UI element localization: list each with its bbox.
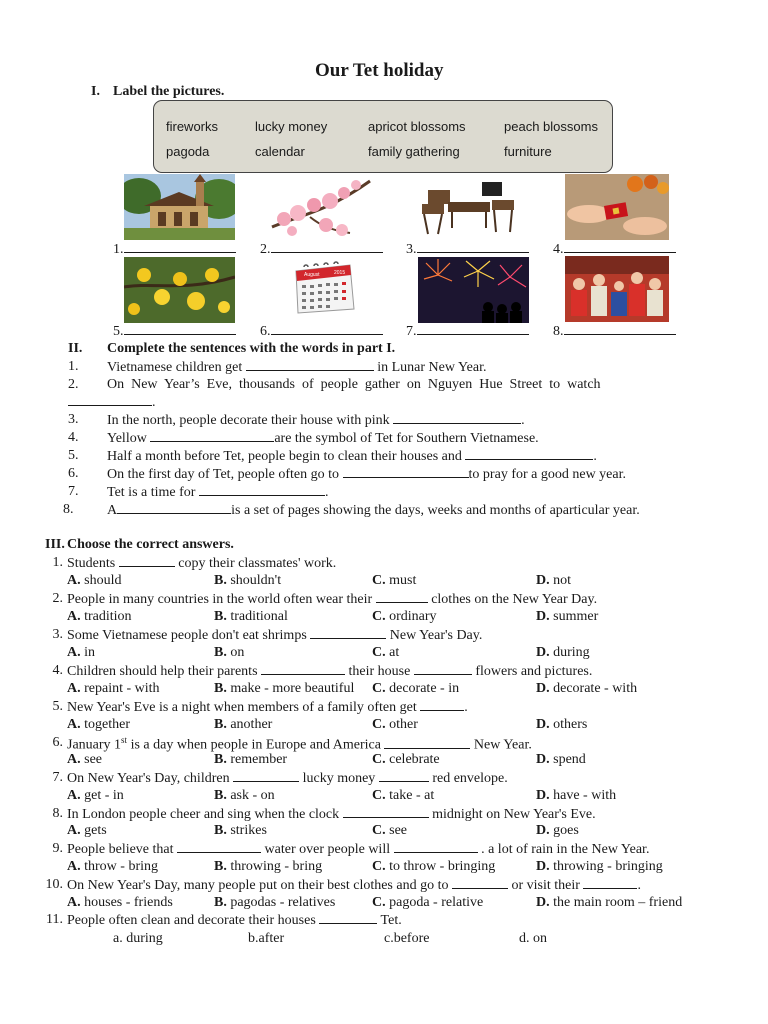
part3-roman: III. bbox=[45, 537, 65, 552]
q8-stem: In London people cheer and sing when the clock midnight on New Year's Eve. bbox=[67, 807, 596, 822]
calendar-year: 2015 bbox=[334, 270, 346, 276]
part2-roman: II. bbox=[68, 341, 83, 356]
word-lucky-money: lucky money bbox=[255, 119, 328, 134]
q10-stem: On New Year's Day, many people put on their best clothes and go to or visit their . bbox=[67, 878, 641, 893]
p2-num-4: 4. bbox=[68, 430, 79, 445]
p2-num-3: 3. bbox=[68, 412, 79, 427]
p2-sentence-7: Tet is a time for . bbox=[107, 485, 329, 500]
label-2[interactable]: 2. bbox=[260, 241, 383, 258]
p2-sentence-5: Half a month before Tet, people begin to clean their houses and . bbox=[107, 449, 597, 464]
word-family-gathering: family gathering bbox=[368, 144, 460, 159]
label-6[interactable]: 6. bbox=[260, 323, 383, 340]
q1-option-b[interactable]: B. shouldn't bbox=[214, 573, 282, 588]
q5-option-b[interactable]: B. another bbox=[214, 717, 273, 732]
q1-option-d[interactable]: D. not bbox=[536, 573, 572, 588]
q10-blank-1[interactable] bbox=[452, 877, 508, 889]
word-apricot-blossoms: apricot blossoms bbox=[368, 119, 466, 134]
q10-blank-2[interactable] bbox=[583, 877, 637, 889]
q11-option-c[interactable]: c.before bbox=[384, 931, 430, 946]
part1-roman: I. bbox=[91, 84, 100, 99]
p2-num-1: 1. bbox=[68, 359, 79, 374]
q7-blank-2[interactable] bbox=[379, 770, 429, 782]
family-gathering-picture bbox=[565, 256, 669, 322]
q11-option-b[interactable]: b.after bbox=[248, 931, 285, 946]
q9-option-b[interactable]: B. throwing - bring bbox=[214, 859, 323, 874]
q4-option-a[interactable]: A. repaint - with bbox=[67, 681, 160, 696]
label-8[interactable]: 8. bbox=[553, 323, 676, 340]
label-1[interactable]: 1. bbox=[113, 241, 236, 258]
q5-option-a[interactable]: A. together bbox=[67, 717, 130, 732]
q10-option-a[interactable]: A. houses - friends bbox=[67, 895, 173, 910]
q2-option-d[interactable]: D. summer bbox=[536, 609, 599, 624]
q2-blank[interactable] bbox=[376, 591, 428, 603]
q6-option-c[interactable]: C. celebrate bbox=[372, 752, 440, 767]
q6-number: 6. bbox=[52, 735, 63, 750]
p2-blank-3[interactable] bbox=[393, 412, 521, 424]
q4-option-c[interactable]: C. decorate - in bbox=[372, 681, 460, 696]
q7-stem: On New Year's Day, children lucky money red envelope. bbox=[67, 771, 508, 786]
p2-sentence-3: In the north, people decorate their house with pink . bbox=[107, 413, 525, 428]
q2-option-a[interactable]: A. tradition bbox=[67, 609, 132, 624]
q11-number: 11. bbox=[46, 912, 63, 927]
p2-num-2: 2. bbox=[68, 377, 79, 392]
q8-option-c[interactable]: C. see bbox=[372, 823, 408, 838]
q3-number: 3. bbox=[52, 627, 63, 642]
q9-option-a[interactable]: A. throw - bring bbox=[67, 859, 159, 874]
q10-option-b[interactable]: B. pagodas - relatives bbox=[214, 895, 336, 910]
q2-stem: People in many countries in the world often wear their clothes on the New Year Day. bbox=[67, 592, 598, 607]
q3-stem: Some Vietnamese people don't eat shrimps New Year's Day. bbox=[67, 628, 483, 643]
q8-option-b[interactable]: B. strikes bbox=[214, 823, 267, 838]
q8-option-a[interactable]: A. gets bbox=[67, 823, 107, 838]
p2-num-7: 7. bbox=[68, 484, 79, 499]
q6-blank[interactable] bbox=[384, 737, 470, 749]
q3-option-b[interactable]: B. on bbox=[214, 645, 245, 660]
p2-sentence-1: Vietnamese children get in Lunar New Year. bbox=[107, 360, 487, 375]
word-calendar: calendar bbox=[255, 144, 305, 159]
q5-option-c[interactable]: C. other bbox=[372, 717, 418, 732]
p2-blank-4[interactable] bbox=[150, 430, 274, 442]
part1-heading: Label the pictures. bbox=[113, 84, 225, 99]
q7-number: 7. bbox=[52, 770, 63, 785]
q9-blank-2[interactable] bbox=[394, 841, 478, 853]
p2-sentence-2: On New Year’s Eve, thousands of people gather on Nguyen Hue Street to watch bbox=[107, 377, 601, 392]
p2-sentence-2-cont: . bbox=[68, 394, 156, 411]
word-peach-blossoms: peach blossoms bbox=[504, 119, 598, 134]
lucky-money-picture bbox=[565, 174, 669, 240]
q10-option-d[interactable]: D. the main room – friend bbox=[536, 895, 683, 910]
q4-option-d[interactable]: D. decorate - with bbox=[536, 681, 638, 696]
q2-option-c[interactable]: C. ordinary bbox=[372, 609, 437, 624]
q9-blank-1[interactable] bbox=[177, 841, 261, 853]
word-pagoda: pagoda bbox=[166, 144, 210, 159]
apricot-blossom-picture bbox=[124, 257, 235, 323]
pagoda-picture bbox=[124, 174, 235, 240]
q5-option-d[interactable]: D. others bbox=[536, 717, 588, 732]
p2-blank-6[interactable] bbox=[343, 466, 469, 478]
q4-stem: Children should help their parents their house flowers and pictures. bbox=[67, 664, 593, 679]
q9-option-c[interactable]: C. to throw - bringing bbox=[372, 859, 496, 874]
q7-blank-1[interactable] bbox=[233, 770, 299, 782]
label-3[interactable]: 3. bbox=[406, 241, 529, 258]
q3-blank[interactable] bbox=[310, 627, 386, 639]
q6-option-b[interactable]: B. remember bbox=[214, 752, 288, 767]
p2-num-6: 6. bbox=[68, 466, 79, 481]
q3-option-a[interactable]: A. in bbox=[67, 645, 96, 660]
label-7[interactable]: 7. bbox=[406, 323, 529, 340]
q7-option-c[interactable]: C. take - at bbox=[372, 788, 435, 803]
q11-stem: People often clean and decorate their houses Tet. bbox=[67, 913, 402, 928]
q6-option-a[interactable]: A. see bbox=[67, 752, 103, 767]
p2-sentence-4: Yellow are the symbol of Tet for Southern Vietnamese. bbox=[107, 431, 539, 446]
q4-option-b[interactable]: B. make - more beautiful bbox=[214, 681, 355, 696]
q5-number: 5. bbox=[52, 699, 63, 714]
q10-option-c[interactable]: C. pagoda - relative bbox=[372, 895, 484, 910]
word-furniture: furniture bbox=[504, 144, 552, 159]
q8-option-d[interactable]: D. goes bbox=[536, 823, 579, 838]
q8-blank[interactable] bbox=[343, 806, 429, 818]
q10-number: 10. bbox=[45, 877, 63, 892]
q4-blank-1[interactable] bbox=[261, 663, 345, 675]
p2-blank-7[interactable] bbox=[199, 484, 325, 496]
q9-option-d[interactable]: D. throwing - bringing bbox=[536, 859, 663, 874]
page-title: Our Tet holiday bbox=[315, 60, 444, 81]
q1-option-c[interactable]: C. must bbox=[372, 573, 417, 588]
q6-option-d[interactable]: D. spend bbox=[536, 752, 586, 767]
q8-number: 8. bbox=[52, 806, 63, 821]
calendar-picture bbox=[290, 261, 358, 317]
q2-option-b[interactable]: B. traditional bbox=[214, 609, 288, 624]
part3-heading: Choose the correct answers. bbox=[67, 537, 234, 552]
part2-heading: Complete the sentences with the words in part I. bbox=[107, 341, 396, 356]
q1-option-a[interactable]: A. should bbox=[67, 573, 122, 588]
q3-option-d[interactable]: D. during bbox=[536, 645, 590, 660]
q11-option-d[interactable]: d. on bbox=[519, 931, 547, 946]
q9-stem: People believe that water over people will . a lot of rain in the New Year. bbox=[67, 842, 650, 857]
fireworks-picture bbox=[418, 257, 529, 323]
p2-blank-8[interactable] bbox=[117, 502, 231, 514]
q4-number: 4. bbox=[52, 663, 63, 678]
calendar-month: August bbox=[304, 272, 320, 278]
q1-number: 1. bbox=[52, 555, 63, 570]
q7-option-a[interactable]: A. get - in bbox=[67, 788, 124, 803]
p2-blank-2[interactable] bbox=[68, 394, 152, 406]
q1-stem: Students copy their classmates' work. bbox=[67, 556, 337, 571]
p2-num-5: 5. bbox=[68, 448, 79, 463]
q3-option-c[interactable]: C. at bbox=[372, 645, 400, 660]
p2-num-8: 8. bbox=[63, 502, 74, 517]
q6-stem: January 1st is a day when people in Europe and America New Year. bbox=[67, 735, 532, 753]
q11-blank[interactable] bbox=[319, 912, 377, 924]
peach-blossom-picture bbox=[270, 175, 374, 239]
q5-stem: New Year's Eve is a night when members of a family often get . bbox=[67, 700, 468, 715]
word-fireworks: fireworks bbox=[166, 119, 219, 134]
q5-blank[interactable] bbox=[420, 699, 464, 711]
q7-option-b[interactable]: B. ask - on bbox=[214, 788, 275, 803]
label-5[interactable]: 5. bbox=[113, 323, 236, 340]
p2-blank-5[interactable] bbox=[465, 448, 593, 460]
label-4[interactable]: 4. bbox=[553, 241, 676, 258]
word-bank bbox=[153, 100, 613, 173]
p2-sentence-6: On the first day of Tet, people often go to to pray for a good new year. bbox=[107, 467, 626, 482]
q2-number: 2. bbox=[52, 591, 63, 606]
furniture-picture bbox=[418, 176, 518, 238]
q7-option-d[interactable]: D. have - with bbox=[536, 788, 617, 803]
p2-sentence-8: A is a set of pages showing the days, weeks and months of aparticular year. bbox=[107, 503, 640, 518]
q11-option-a[interactable]: a. during bbox=[113, 931, 163, 946]
q4-blank-2[interactable] bbox=[414, 663, 472, 675]
p2-blank-1[interactable] bbox=[246, 359, 374, 371]
q9-number: 9. bbox=[52, 841, 63, 856]
q1-blank[interactable] bbox=[119, 555, 175, 567]
